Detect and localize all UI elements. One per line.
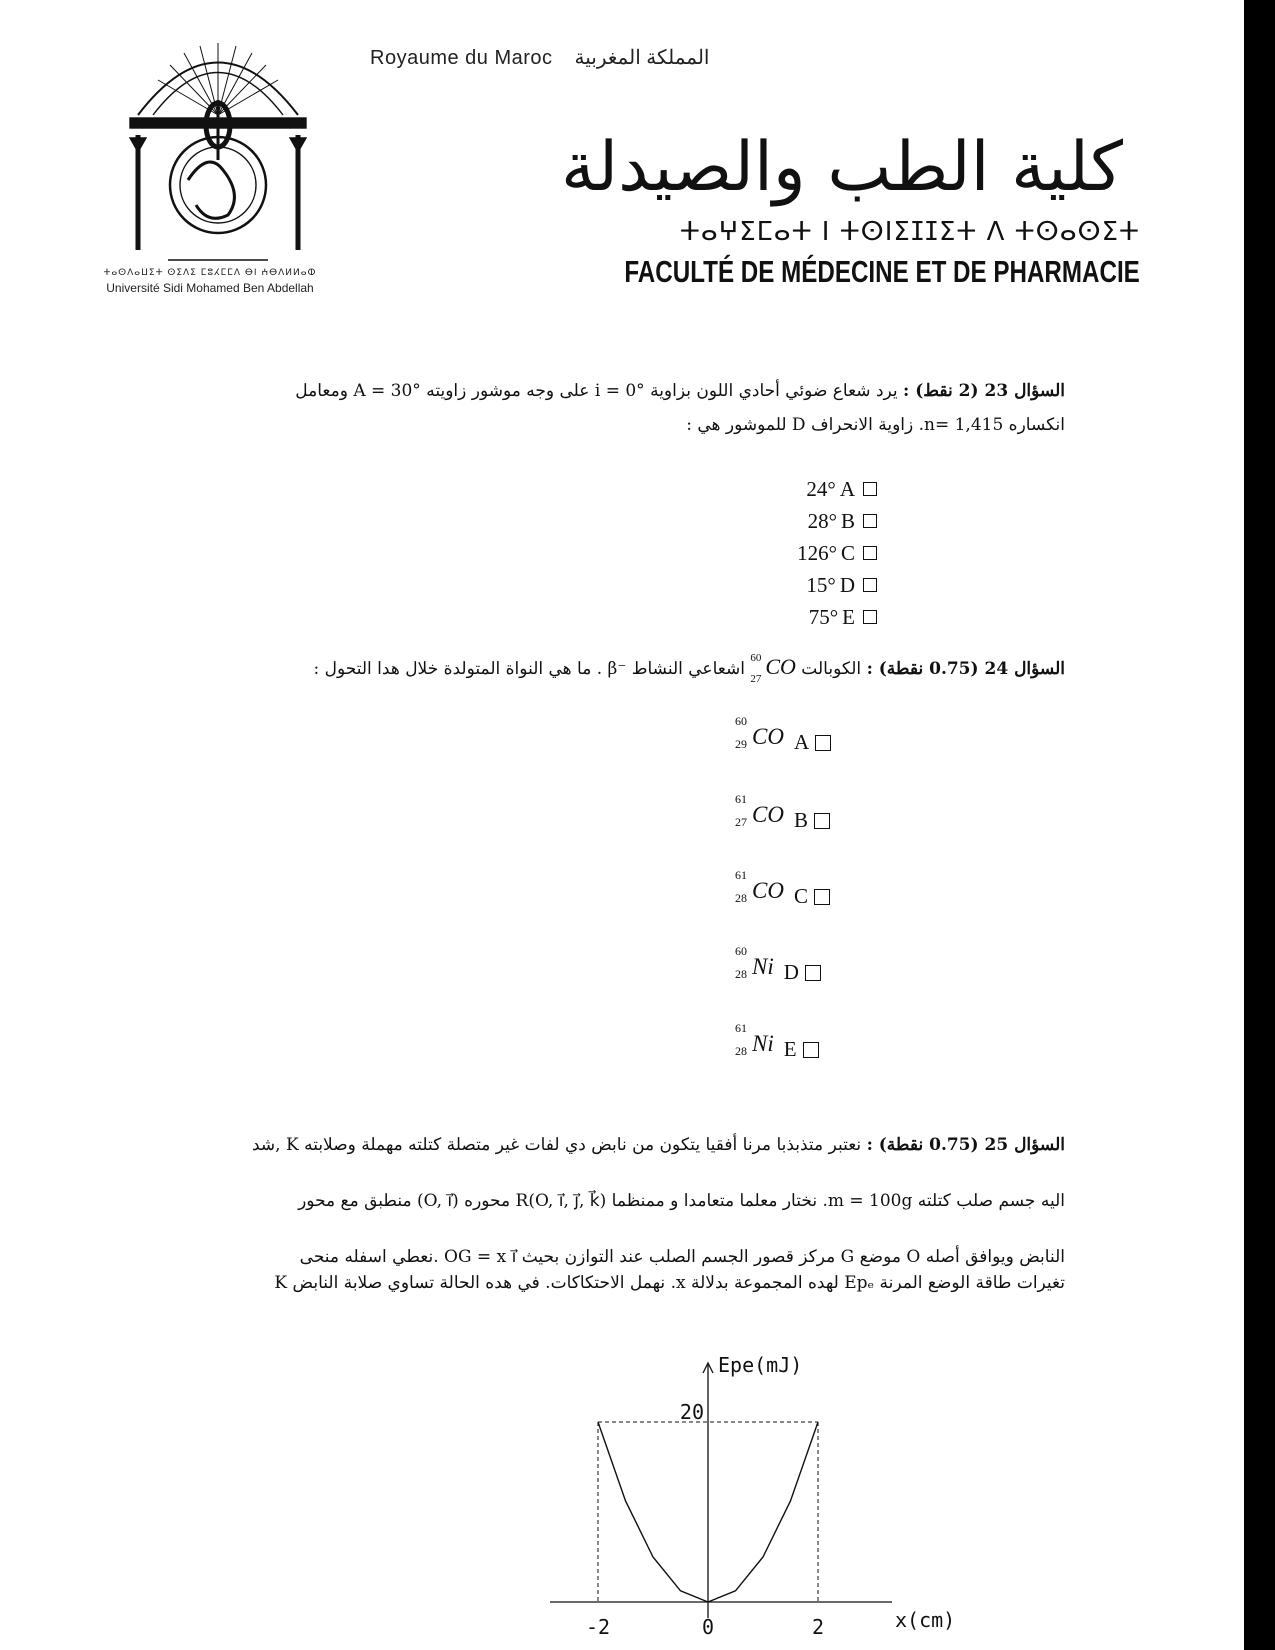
checkbox[interactable] [863, 514, 877, 528]
kingdom-fr: Royaume du Maroc [370, 47, 553, 69]
checkbox[interactable] [863, 578, 877, 592]
nuclide: 60 28 Ni [735, 943, 774, 981]
option-23-d[interactable]: D 15° [797, 569, 877, 601]
option-value: 75° [808, 604, 839, 629]
checkbox[interactable] [814, 813, 830, 829]
question-25-label: السؤال 25 (0.75 نقطة) : [866, 1135, 1065, 1155]
nuclide: 61 28 Ni [735, 1020, 774, 1058]
kingdom-heading [370, 45, 709, 70]
question-25-line3: النابض ويوافق أصله O موضع G مركز قصور الجسم الصلب عند التوازن بحيث OG = x i⃗ .نعطي اسفله منحى [299, 1247, 1065, 1267]
option-24-a[interactable]: 60 29 CO A [735, 718, 831, 755]
y-tick-label: 20 [679, 1400, 704, 1424]
option-23-a[interactable]: A 24° [797, 473, 877, 505]
y-axis-label: Epe(mJ) [718, 1353, 803, 1377]
checkbox[interactable] [814, 889, 830, 905]
option-value: 15° [806, 572, 836, 597]
question-24 [314, 650, 1066, 686]
option-value: 28° [807, 508, 837, 533]
energy-graph [540, 1345, 980, 1650]
option-value: 24° [806, 476, 836, 501]
option-24-e[interactable]: 61 28 Ni E [735, 1025, 819, 1062]
faculty-name-ar: كلية الطب والصيدلة [560, 128, 1123, 207]
x-tick-label: 0 [701, 1615, 715, 1639]
option-24-d[interactable]: 60 28 Ni D [735, 948, 821, 985]
checkbox[interactable] [815, 735, 831, 751]
nuclide: 60 29 CO [735, 713, 784, 751]
faculty-name-tifinagh: ⵜⴰⵖⵉⵎⴰⵜ ⵏ ⵜⵙⵏⵉⵊⵊⵉⵜ ⴷ ⵜⵙⴰⵙⵉⵜ [679, 217, 1140, 247]
nuclide: 61 28 CO [735, 867, 784, 905]
question-24-label: السؤال 24 (0.75 نقطة) : [866, 659, 1065, 679]
option-24-b[interactable]: 61 27 CO B [735, 796, 830, 833]
option-23-b[interactable]: B 28° [797, 505, 877, 537]
x-tick-label: -2 [585, 1615, 611, 1639]
checkbox[interactable] [863, 482, 877, 496]
question-23-line2: انكساره n= 1,415. زاوية الانحراف D للموشور هي : [686, 415, 1065, 435]
option-23-e[interactable]: E 75° [797, 601, 877, 633]
question-23-line1: يرد شعاع ضوئي أحادي اللون بزاوية i = 0° على وجه موشور زاويته A = 30° ومعامل [295, 381, 898, 401]
question-25-line1: نعتبر متذبذبا مرنا أفقيا يتكون من نابض دي لفات غير متصلة كتلته مهملة وصلابته K ,شد [251, 1135, 862, 1155]
question-24-text-after: اشعاعي النشاط ⁻β . ما هي النواة المتولدة خلال هدا التحول : [313, 659, 745, 679]
question-25-line2: اليه جسم صلب كتلته m = 100g. نختار معلما متعامدا و ممنظما R(O, i⃗, j⃗, k⃗) محوره (O, i⃗) منطبق مع محور [298, 1191, 1065, 1211]
university-name-tifinagh: ⵜⴰⵙⴷⴰⵡⵉⵜ ⵙⵉⴷⵉ ⵎⵓⵃⵎⵎⴷ ⴱⵏ ⵄⴱⴷⵍⵍⴰⵀ [103, 268, 317, 278]
option-value: 126° [797, 540, 837, 565]
scan-edge [1244, 0, 1275, 1650]
question-25-cont [274, 1266, 1065, 1300]
x-tick-label: 2 [811, 1615, 825, 1639]
question-23 [295, 374, 1065, 442]
checkbox[interactable] [805, 965, 821, 981]
question-23-options [797, 473, 877, 633]
kingdom-ar: المملكة المغربية [574, 47, 710, 69]
checkbox[interactable] [863, 610, 877, 624]
option-23-c[interactable]: C 126° [797, 537, 877, 569]
cobalt-nuclide: 60 27 CO [750, 652, 796, 685]
university-name: Université Sidi Mohamed Ben Abdellah [106, 281, 314, 295]
question-25 [252, 1117, 1065, 1285]
question-23-label: السؤال 23 (2 نقط) : [903, 381, 1065, 401]
faculty-name-fr: FACULTÉ DE MÉDECINE ET DE PHARMACIE [624, 254, 1140, 289]
question-24-text-before: الكوبالت [801, 659, 862, 679]
x-axis-label: x(cm) [895, 1608, 956, 1632]
checkbox[interactable] [863, 546, 877, 560]
option-24-c[interactable]: 61 28 CO C [735, 872, 830, 909]
checkbox[interactable] [803, 1042, 819, 1058]
university-emblem [108, 20, 328, 270]
question-25-line4: تغيرات طاقة الوضع المرنة Epₑ لهده المجموعة بدلالة x. نهمل الاحتكاكات. في هده الحالة تساوي صلابة النابض K [274, 1273, 1065, 1293]
nuclide: 61 27 CO [735, 791, 784, 829]
